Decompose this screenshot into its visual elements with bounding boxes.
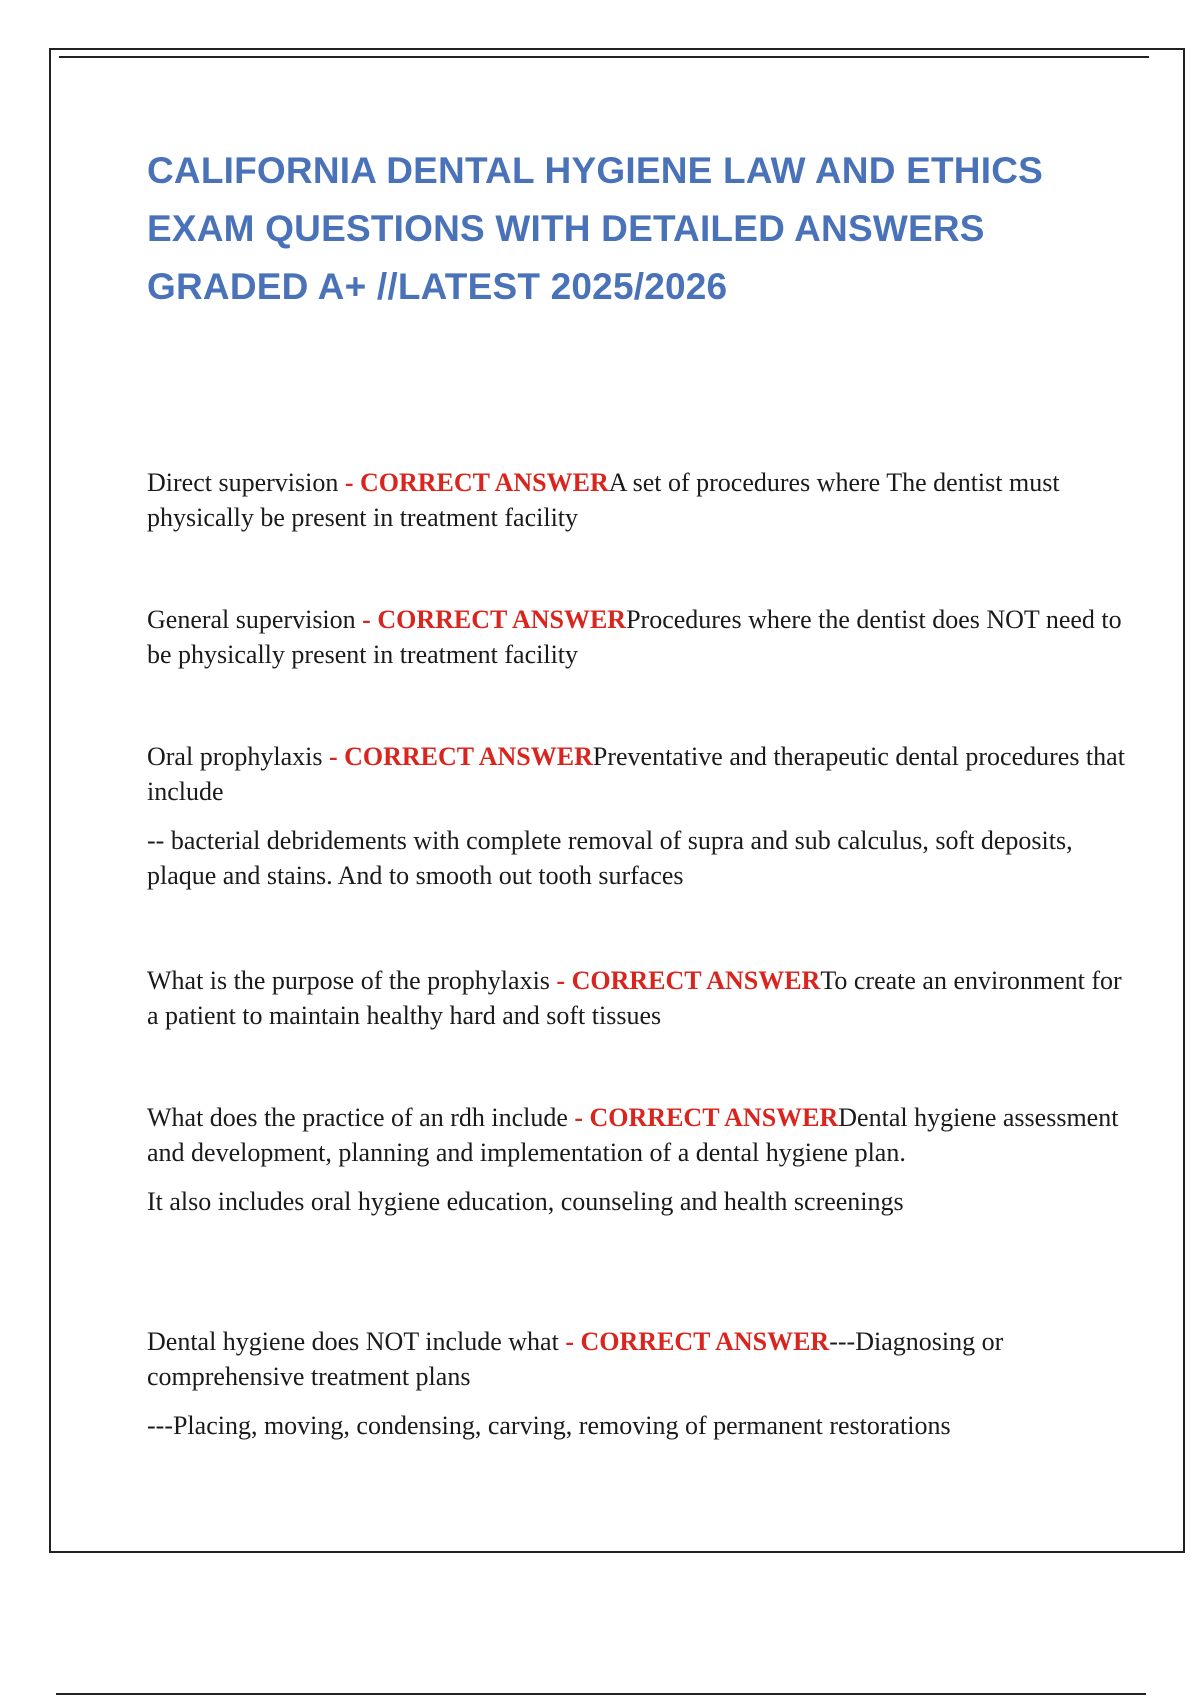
correct-answer-label: - CORRECT ANSWER — [556, 966, 821, 995]
question-text: What does the practice of an rdh include — [147, 1103, 575, 1132]
answer-text: Preventative and therapeutic dental procedures that include — [147, 742, 1125, 806]
qa-paragraph — [147, 1324, 1137, 1394]
qa-item-direct-supervision — [147, 465, 1137, 535]
correct-answer-label: - CORRECT ANSWER — [362, 605, 627, 634]
qa-extra-paragraph: -- bacterial debridements with complete removal of supra and sub calculus, soft deposits, plaque and stains. And to smooth out tooth surfaces — [147, 826, 1073, 890]
answer-text: ---Diagnosing or comprehensive treatment plans — [147, 1327, 1004, 1391]
qa-paragraph — [147, 465, 1137, 535]
qa-paragraph — [147, 963, 1137, 1033]
question-text: General supervision — [147, 605, 363, 634]
qa-paragraph — [147, 1100, 1137, 1170]
answer-text: A set of procedures where The dentist must physically be present in treatment facility — [147, 468, 1060, 532]
page-frame — [49, 48, 1185, 1553]
title-line-1: CALIFORNIA DENTAL HYGIENE LAW AND ETHICS — [147, 150, 1043, 191]
qa-item-purpose-of-prophylaxis — [147, 963, 1137, 1033]
qa-item-general-supervision — [147, 602, 1137, 672]
correct-answer-label: - CORRECT ANSWER — [344, 468, 609, 497]
question-text: Dental hygiene does NOT include what — [147, 1327, 566, 1356]
qa-paragraph — [147, 739, 1137, 809]
question-text: What is the purpose of the prophylaxis — [147, 966, 557, 995]
correct-answer-label: - CORRECT ANSWER — [328, 742, 593, 771]
qa-item-dental-hygiene-excludes — [147, 1324, 1137, 1443]
question-text: Direct supervision — [147, 468, 345, 497]
qa-paragraph — [147, 602, 1137, 672]
title-line-3: GRADED A+ //LATEST 2025/2026 — [147, 266, 728, 307]
top-horizontal-rule — [59, 56, 1149, 58]
qa-item-practice-of-rdh — [147, 1100, 1137, 1219]
answer-text: Procedures where the dentist does NOT need to be physically present in treatment facility — [147, 605, 1122, 669]
document-title — [147, 142, 1127, 316]
answer-text: Dental hygiene assessment and development, planning and implementation of a dental hygiene plan. — [147, 1103, 1119, 1167]
qa-item-oral-prophylaxis — [147, 739, 1137, 893]
title-line-2: EXAM QUESTIONS WITH DETAILED ANSWERS — [147, 208, 985, 249]
bottom-horizontal-rule — [56, 1693, 1146, 1695]
qa-extra-paragraph: It also includes oral hygiene education, counseling and health screenings — [147, 1187, 904, 1216]
answer-text: To create an environment for a patient to maintain healthy hard and soft tissues — [147, 966, 1122, 1030]
question-text: Oral prophylaxis — [147, 742, 329, 771]
qa-extra-paragraph: ---Placing, moving, condensing, carving, removing of permanent restorations — [147, 1411, 951, 1440]
correct-answer-label: - CORRECT ANSWER — [574, 1103, 839, 1132]
correct-answer-label: - CORRECT ANSWER — [565, 1327, 830, 1356]
